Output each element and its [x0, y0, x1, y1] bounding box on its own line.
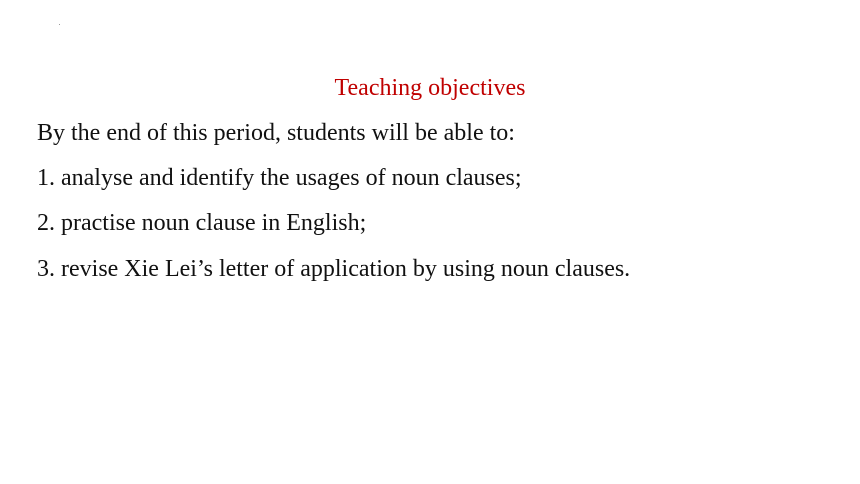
objective-item-3: 3. revise Xie Lei’s letter of application by using noun clauses.	[37, 256, 631, 282]
objective-item-2: 2. practise noun clause in English;	[37, 210, 367, 236]
corner-dot-mark	[59, 24, 60, 25]
slide-title: Teaching objectives	[334, 75, 526, 101]
objective-item-1: 1. analyse and identify the usages of noun clauses;	[37, 165, 522, 191]
intro-text: By the end of this period, students will be able to:	[37, 120, 515, 146]
